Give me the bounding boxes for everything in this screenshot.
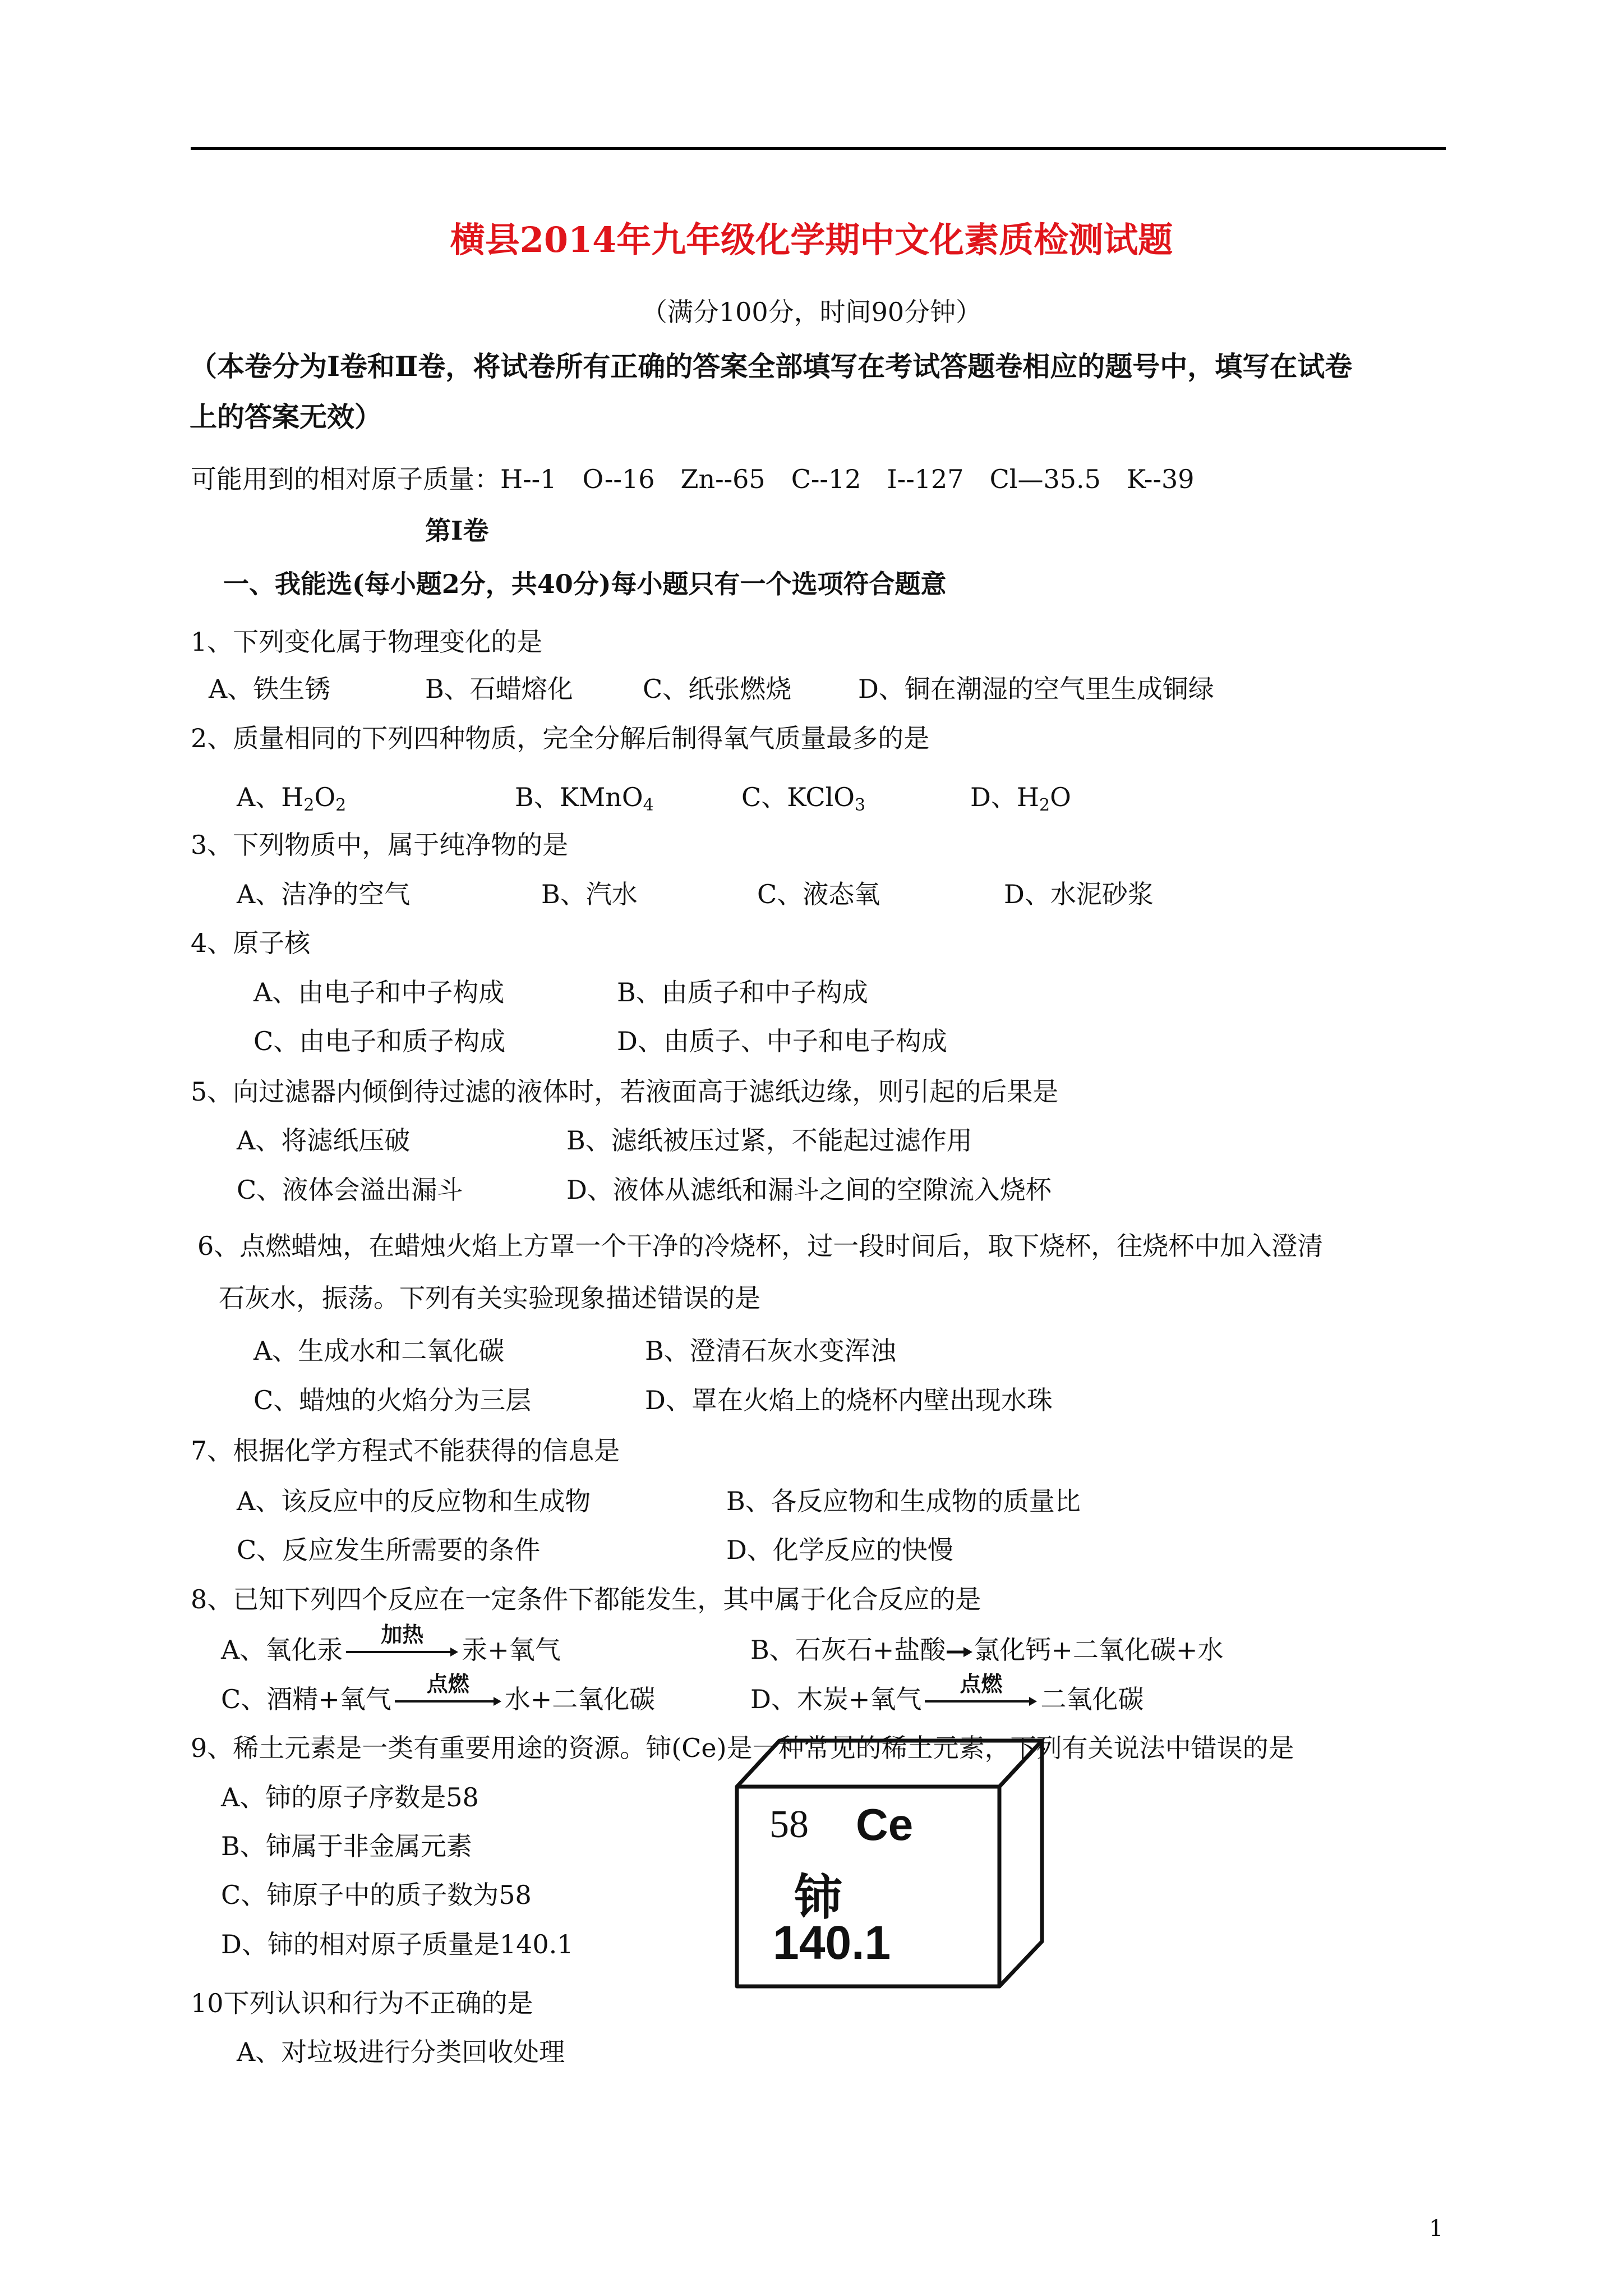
q2-option-b: B、KMnO$_4$	[515, 782, 654, 815]
q8-option-a: A、氧化汞 加热 汞+氧气	[221, 1622, 561, 1665]
q4-option-c: C、由电子和质子构成	[253, 1026, 506, 1056]
q4-option-d: D、由质子、中子和电子构成	[617, 1026, 947, 1056]
q9-option-b: B、铈属于非金属元素	[221, 1831, 472, 1861]
q7-option-a: A、该反应中的反应物和生成物	[237, 1486, 591, 1516]
element-name: 铈	[794, 1870, 842, 1926]
q6-option-d: D、罩在火焰上的烧杯内壁出现水珠	[645, 1385, 1053, 1415]
q6-option-c: C、蜡烛的火焰分为三层	[253, 1385, 532, 1415]
q8-stem: 8、已知下列四个反应在一定条件下都能发生，其中属于化合反应的是	[191, 1584, 981, 1614]
q9-option-c: C、铈原子中的质子数为58	[221, 1880, 532, 1910]
element-symbol: Ce	[856, 1800, 914, 1849]
q9-option-a: A、铈的原子序数是58	[221, 1782, 479, 1812]
volume-heading: 第Ⅰ卷	[425, 516, 489, 546]
header-rule	[191, 147, 1446, 150]
q7-option-c: C、反应发生所需要的条件	[237, 1535, 541, 1565]
q2-option-d: D、$H_2O$	[970, 782, 1071, 815]
q3-option-d: D、水泥砂浆	[1004, 879, 1154, 909]
q9-stem: 9、稀土元素是一类有重要用途的资源。铈(Ce)是一种常见的稀土元素，下列有关说法中错误的是	[191, 1733, 1294, 1763]
exam-title: 横县2014年九年级化学期中文化素质检测试题	[450, 219, 1173, 260]
q3-stem: 3、下列物质中，属于纯净物的是	[191, 830, 569, 860]
q3-option-b: B、汽水	[541, 879, 638, 909]
q1-option-b: B、石蜡熔化	[425, 674, 573, 704]
q1-stem: 1、下列变化属于物理变化的是	[191, 627, 543, 657]
part-heading: 一、我能选(每小题2分，共40分)每小题只有一个选项符合题意	[223, 569, 947, 599]
ignition-arrow: 点燃	[925, 1696, 1037, 1707]
instruction-line-1: （本卷分为Ⅰ卷和Ⅱ卷，将试卷所有正确的答案全部填写在考试答题卷相应的题号中，填写在试卷	[190, 350, 1353, 383]
q5-option-a: A、将滤纸压破	[237, 1125, 411, 1156]
q6-stem-line-1: 6、点燃蜡烛，在蜡烛火焰上方罩一个干净的冷烧杯，过一段时间后，取下烧杯，往烧杯中加入澄清	[197, 1231, 1324, 1261]
q2-option-c: C、KClO$_3$	[741, 782, 866, 815]
q5-option-b: B、滤纸被压过紧，不能起过滤作用	[566, 1125, 972, 1156]
q4-option-a: A、由电子和中子构成	[253, 977, 505, 1007]
q10-option-a: A、对垃圾进行分类回收处理	[237, 2037, 565, 2067]
q3-option-a: A、洁净的空气	[237, 879, 411, 909]
q3-option-c: C、液态氧	[757, 879, 880, 909]
q4-stem: 4、原子核	[191, 928, 311, 958]
q6-option-a: A、生成水和二氧化碳	[253, 1336, 505, 1366]
q6-stem-line-2: 石灰水，振荡。下列有关实验现象描述错误的是	[219, 1283, 760, 1313]
element-card-cerium	[732, 1736, 1046, 1989]
heating-arrow: 加热	[346, 1646, 458, 1658]
q10-stem: 10下列认识和行为不正确的是	[191, 1988, 533, 2018]
q9-option-d: D、铈的相对原子质量是140.1	[221, 1929, 574, 1959]
q4-option-b: B、由质子和中子构成	[617, 977, 868, 1007]
atomic-masses: 可能用到的相对原子质量：H--1 O--16 Zn--65 C--12 I--127 Cl—35.5 K--39	[191, 464, 1195, 494]
page-number: 1	[1429, 2216, 1444, 2242]
q1-option-a: A、铁生锈	[209, 674, 331, 704]
instruction-line-2: 上的答案无效）	[190, 401, 382, 433]
q2-stem: 2、质量相同的下列四种物质，完全分解后制得氧气质量最多的是	[191, 723, 930, 753]
q1-option-d: D、铜在潮湿的空气里生成铜绿	[858, 674, 1214, 704]
q7-stem: 7、根据化学方程式不能获得的信息是	[191, 1435, 620, 1466]
q8-option-d: D、木炭+氧气 点燃 二氧化碳	[750, 1672, 1144, 1714]
q2-option-a: A、$H_2O_2$	[237, 782, 347, 815]
atomic-mass: 140.1	[773, 1916, 891, 1969]
q5-stem: 5、向过滤器内倾倒待过滤的液体时，若液面高于滤纸边缘，则引起的后果是	[191, 1076, 1059, 1107]
q7-option-d: D、化学反应的快慢	[726, 1535, 953, 1565]
q8-option-c: C、酒精+氧气 点燃 水+二氧化碳	[221, 1672, 656, 1714]
q7-option-b: B、各反应物和生成物的质量比	[726, 1486, 1081, 1516]
q1-option-c: C、纸张燃烧	[643, 674, 792, 704]
q5-option-c: C、液体会溢出漏斗	[237, 1175, 463, 1205]
q5-option-d: D、液体从滤纸和漏斗之间的空隙流入烧杯	[566, 1175, 1052, 1205]
exam-meta: （满分100分，时间90分钟）	[641, 297, 982, 327]
reaction-arrow	[947, 1646, 972, 1658]
q8-option-b: B、石灰石+盐酸 氯化钙+二氧化碳+水	[750, 1635, 1224, 1665]
q6-option-b: B、澄清石灰水变浑浊	[645, 1336, 896, 1366]
ignition-arrow: 点燃	[395, 1696, 501, 1707]
atomic-number: 58	[769, 1803, 809, 1846]
